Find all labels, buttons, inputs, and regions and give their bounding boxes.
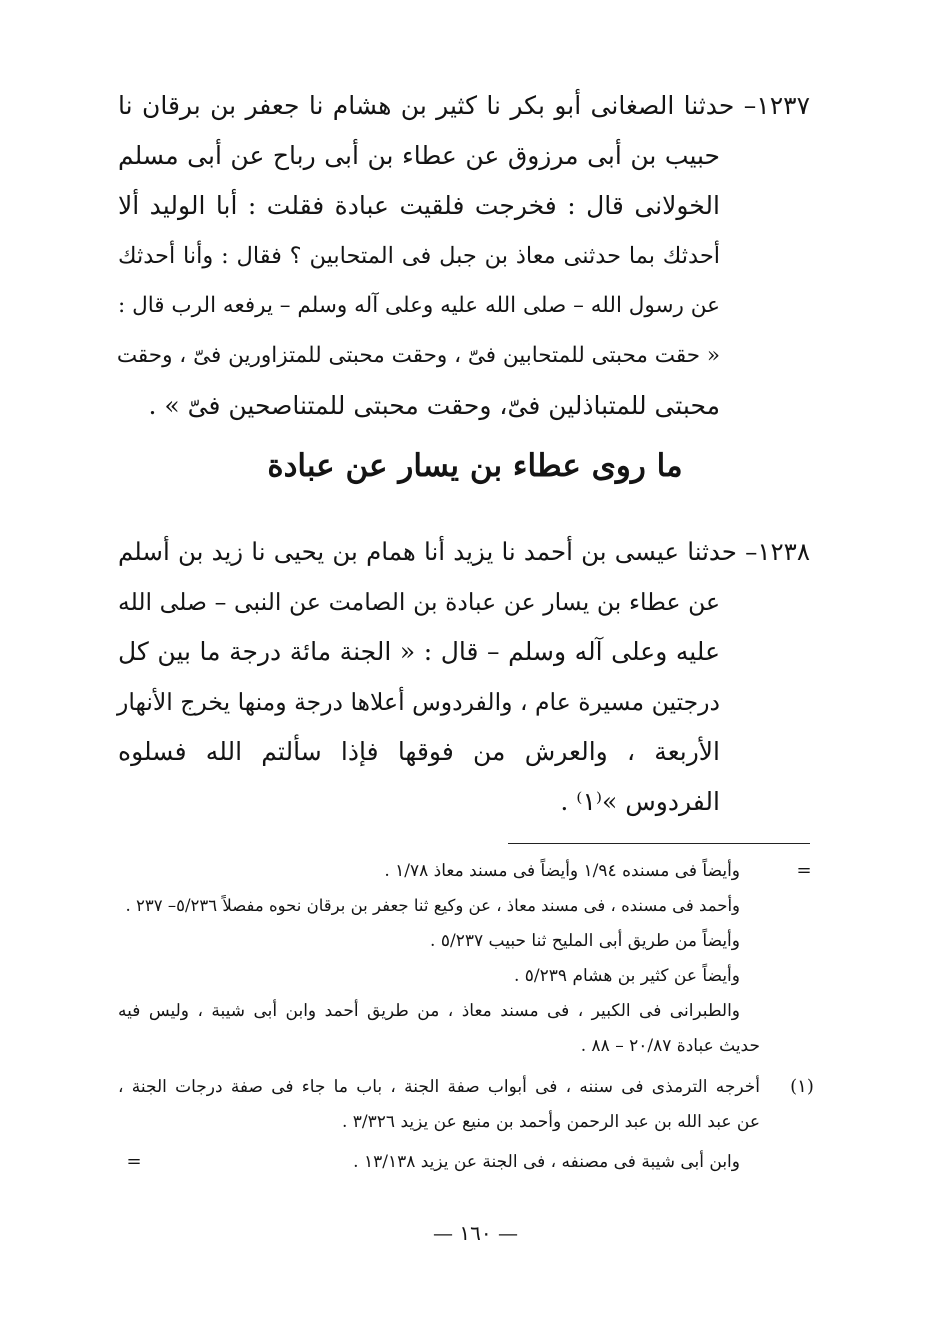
hadith-1237-line-6: « حقت محبتى للمتحابين فىّ ، وحقت محبتى للمتزاورين فىّ ، وحقت	[116, 343, 720, 368]
end-continuation-mark: =	[126, 1151, 142, 1172]
footnote-continuation-line-1: وأيضاً فى مسنده ١/٩٤ وأيضاً فى مسند معاذ ١/٧٨ .	[384, 861, 740, 881]
hadith-1237-line-1: ١٢٣٧– حدثنا الصغانى أبو بكر نا كثير بن هشام نا جعفر بن برقان نا	[118, 91, 810, 120]
page-number: — ١٦٠ —	[433, 1221, 518, 1245]
footnote-separator	[508, 843, 810, 844]
hadith-1237-line-5: عن رسول الله – صلى الله عليه وعلى آله وسلم – يرفعه الرب قال :	[118, 293, 720, 318]
footnote-continuation-line-5: والطبرانى فى الكبير ، فى مسند معاذ ، من طريق أحمد وابن أبى شيبة ، وليس فيه	[118, 1001, 740, 1021]
footnote-continuation-line-4: وأيضاً عن كثير بن هشام ٥/٢٣٩ .	[513, 966, 740, 986]
hadith-1238-line-2: عن عطاء بن يسار عن عبادة بن الصامت عن النبى – صلى الله	[118, 588, 720, 616]
footnote-1-marker: (١)	[790, 1076, 814, 1097]
hadith-1238-line-6: الفردوس »⁽١⁾ .	[560, 787, 720, 816]
hadith-1238-line-3: عليه وعلى آله وسلم – قال : « الجنة مائة درجة ما بين كل	[118, 637, 720, 666]
footnote-1-line-3: وابن أبى شيبة فى مصنفه ، فى الجنة عن يزيد ١٣/١٣٨ .	[353, 1152, 740, 1172]
hadith-1238-line-1: ١٢٣٨– حدثنا عيسى بن أحمد نا يزيد أنا همام بن يحيى نا زيد بن أسلم	[118, 537, 810, 566]
hadith-1237-line-2: حبيب بن أبى مرزوق عن عطاء بن أبى رباح عن أبى مسلم	[118, 141, 720, 170]
footnote-1-line-1: أخرجه الترمذى فى سننه ، فى أبواب صفة الجنة ، باب ما جاء فى صفة درجات الجنة ،	[118, 1077, 761, 1097]
hadith-1238-line-4: درجتين مسيرة عام ، والفردوس أعلاها درجة ومنها يخرج الأنهار	[116, 688, 720, 716]
section-heading: ما روى عطاء بن يسار عن عبادة	[267, 448, 683, 484]
hadith-1237-line-3: الخولانى قال : فخرجت فلقيت عبادة فقلت : أبا الوليد ألا	[118, 191, 720, 220]
footnote-continuation-line-6: حديث عبادة ٢٠/٨٧ – ٨٨ .	[580, 1036, 760, 1056]
footnote-continuation-line-2: وأحمد فى مسنده ، فى مسند معاذ ، عن وكيع ثنا جعفر بن برقان نحوه مفصلاً ٥/٢٣٦– ٢٣٧ .	[125, 896, 740, 915]
footnote-1-line-2: عن عبد الله بن عبد الرحمن وأحمد بن منيع عن يزيد ٣/٣٢٦ .	[341, 1112, 760, 1132]
hadith-1238-line-5: الأربعة ، والعرش من فوقها فإذا سألتم الله فسلوه	[118, 737, 720, 766]
footnote-continuation-line-3: وأيضاً من طريق أبى المليح ثنا حبيب ٥/٢٣٧ .	[430, 931, 740, 951]
hadith-1237-line-7: محبتى للمتباذلين فىّ، وحقت محبتى للمتناصحين فىّ » .	[148, 391, 720, 420]
continuation-mark: =	[796, 860, 812, 881]
hadith-1237-line-4: أحدثك بما حدثنى معاذ بن جبل فى المتحابين ؟ فقال : وأنا أحدثك	[118, 243, 720, 269]
